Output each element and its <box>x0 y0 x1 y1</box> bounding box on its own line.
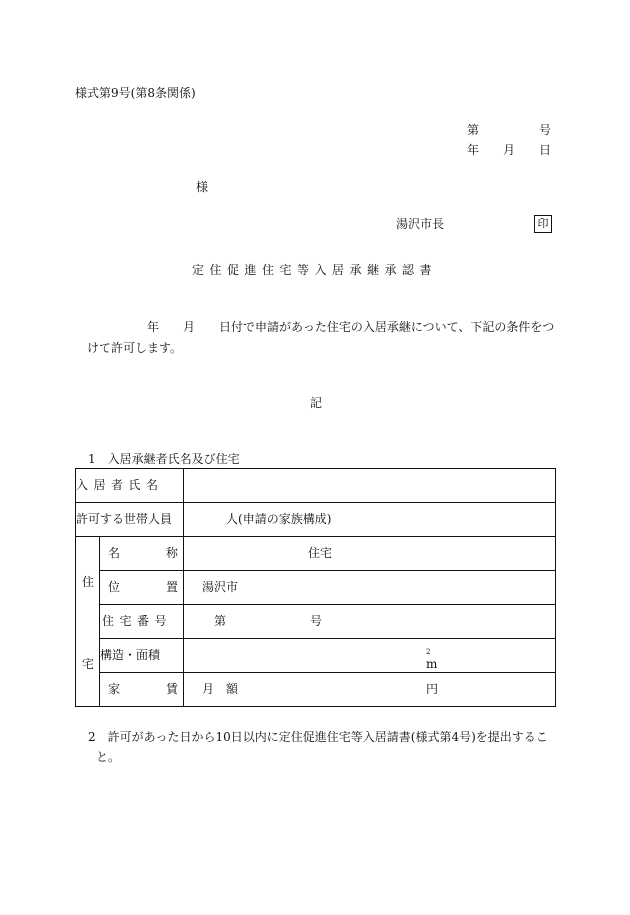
housing-label-top: 住 <box>81 575 94 589</box>
area-unit-superscript: 2 <box>426 648 431 656</box>
date-month: 月 <box>503 143 516 157</box>
section2-line1: 2 許可があった日から10日以内に定住促進住宅等入居請書(様式第4号)を提出するこ <box>88 730 548 744</box>
housing-label-bottom: 宅 <box>81 657 94 671</box>
issuer-title: 湯沢市長 <box>396 217 445 231</box>
body-line2: けて許可します。 <box>87 341 183 355</box>
table-row <box>76 537 556 571</box>
form-number: 様式第9号(第8条関係) <box>75 86 196 100</box>
structure-label: 構造・面積 <box>100 639 184 673</box>
doc-number-suffix: 号 <box>539 123 552 137</box>
name-value: 住宅 <box>184 537 556 571</box>
table-row <box>76 673 556 707</box>
location-value: 湯沢市 <box>184 571 556 605</box>
name-label: 名 称 <box>100 537 184 571</box>
body-line1: 日付で申請があった住宅の入居承継について、下記の条件をつ <box>219 320 555 334</box>
area-unit: m <box>426 657 438 671</box>
body-month: 月 <box>183 320 196 334</box>
table-row <box>76 571 556 605</box>
doc-number-prefix: 第 <box>467 123 480 137</box>
house-number-label: 住宅番号 <box>100 605 184 639</box>
document-title: 定住促進住宅等入居承継承認書 <box>192 263 438 277</box>
section1-heading: 1 入居承継者氏名及び住宅 <box>88 452 240 466</box>
table-row <box>76 503 556 537</box>
ki-heading: 記 <box>310 396 323 410</box>
occupant-name-label: 入居者氏名 <box>76 469 184 503</box>
house-number-value: 第 号 <box>184 605 556 639</box>
table-row <box>76 605 556 639</box>
occupant-table <box>75 468 556 707</box>
date-day: 日 <box>539 143 552 157</box>
addressee: 様 <box>196 180 209 194</box>
rent-label: 家 賃 <box>100 673 184 707</box>
table-row <box>76 469 556 503</box>
household-label: 許可する世帯人員 <box>76 503 184 537</box>
table-row <box>76 639 556 673</box>
rent-value: 月 額 円 <box>184 673 556 707</box>
location-label: 位 置 <box>100 571 184 605</box>
occupant-name-value <box>184 469 556 503</box>
seal-stamp: 印 <box>534 215 552 233</box>
housing-side-label <box>76 537 100 707</box>
section2-line2: と。 <box>96 750 121 764</box>
structure-area-value <box>184 639 556 673</box>
body-year: 年 <box>147 320 160 334</box>
date-year: 年 <box>467 143 480 157</box>
household-value: 人(申請の家族構成) <box>184 503 556 537</box>
